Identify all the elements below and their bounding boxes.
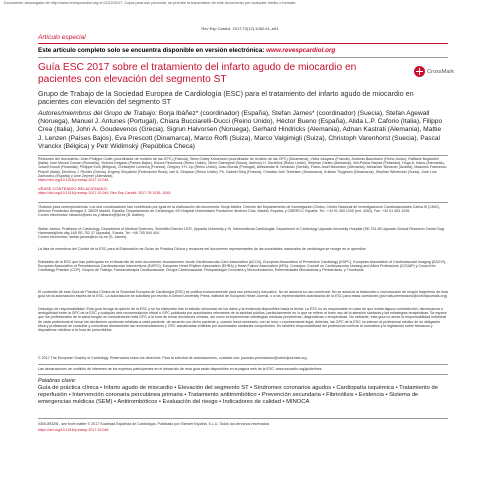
usage-rights-paragraph: El contenido de esta Guía de Práctica Clínica de la Sociedad Europea de Cardiología (ESC) se publica exclusivamente para uso personal y educativo. No se autoriza su uso comercial. No se autoriza la traducción o reproducción de ningún fragmento de esta guía sin la autorización escrita de la ESC. La autorización se solicitará por escrito a Oxford University Press, editorial de European Heart Journal, o a los representantes autorizados de la ESC para estas cuestiones (journals.permissions@oxfordjournals.org). bbox=[38, 290, 448, 299]
authors-block bbox=[38, 110, 448, 151]
section-tag: Artículo especial bbox=[38, 34, 86, 41]
article-subtitle: Grupo de Trabajo de la Sociedad Europea de Cardiología (ESC) para el tratamiento del infarto agudo de miocardio en pacientes con elevación del segmento ST bbox=[38, 89, 414, 107]
crossmark-icon bbox=[414, 66, 425, 77]
committee-note: La lista de miembros del Comité de la ESC para la Elaboración de Guías de Práctica Clínica y revisores del documento representantes de las sociedades nacionales de cardiología se recoge en el apéndice. bbox=[38, 247, 367, 251]
correspondence-address-2 bbox=[38, 227, 448, 240]
electronic-version-banner bbox=[38, 47, 335, 54]
correspondence-email-2: Correo electrónico: stefan.james@ucr.uu.se (S. James). bbox=[38, 235, 128, 240]
download-note: Documento descargado de http://www.revespcardiol.org el 02/12/2017. Copia para uso personal, se prohíbe la transmisión de este documento por cualquier medio o formato. bbox=[4, 1, 297, 5]
keywords-rule bbox=[38, 374, 448, 375]
see-related-label: VÉASE CONTENIDO RELACIONADO: bbox=[38, 186, 108, 191]
correspondence-email-1: Correo electrónico: bibanez@cnic.es y bibanez@fjd.es (B. Ibáñez). bbox=[38, 213, 145, 218]
correspondence-paragraph bbox=[38, 205, 448, 218]
correspondence-text: *Autores para correspondencia. Los dos coordinadores han contribuido por igual en la elaboración del documento: Borja Ibáñez, Director del Departamento de Investigación Clínica, Centro Nacional de Investigaciones Cardiovasculares Carlos III (CNIC), Melchor Fernández Almagro 3, 28029 Madrid, España; Departamento de Cardiología, IIS-Hospital Universitario Fundación Jiménez Díaz, Madrid, España, y CIBERCV, España. Tel.: +34 91 453 1200 (ext. 4302), Fax: +34 91 453 1245. bbox=[38, 205, 441, 214]
footer-issn: 0300-8932/$ - see front matter © 2017 Sociedad Española de Cardiología. Publicado por Elsevier España, S.L.U. Todos los derechos reservados bbox=[38, 422, 270, 426]
keywords-heading: Palabras clave: bbox=[38, 378, 77, 384]
keywords-list: Guía de práctica clínica • Infarto agudo de miocardio • Elevación del segmento ST • Síndromes coronarios agudos • Cardiopatía isquémica • Tratamiento de reperfusión • Intervención coronaria percutánea primaria • Tratamiento antitrombótico • Prevención secundaria • Fibrinólisis • Evidencia • Sistema de emergencias médicas (SEM) • Antitrombóticos • Evaluación del riesgo • Indicadores de calidad • MINOCA bbox=[38, 385, 438, 405]
article-title: Guía ESC 2017 sobre el tratamiento del infarto agudo de miocardio en pacientes con elevación del segmento ST bbox=[38, 62, 357, 85]
copyright-rule bbox=[38, 364, 448, 365]
section-rule bbox=[38, 43, 448, 44]
footer-doi-link[interactable]: https://doi.org/10.1016/j.recesp.2017.10.048 bbox=[38, 428, 109, 432]
declarations-line: Las declaraciones de conflicto de intereses de los expertos participantes en el desarrollo de esta guía están disponibles en la página web de la ESC: www.escardio.org/guidelines. bbox=[38, 367, 323, 371]
correspondence-rule bbox=[38, 202, 448, 203]
crossmark-badge[interactable] bbox=[414, 66, 454, 77]
footer-rule bbox=[38, 418, 448, 419]
esc-entities-paragraph: Entidades de la ESC que han participado en el desarrollo de este documento: Asociaciones: Acute Cardiovascular Care Association (ACCA), European Association of Preventive Cardiology (EAPC), European Association of Cardiovascular Imaging (EACVI), European Association of Percutaneous Cardiovascular Interventions (EAPCI), European Heart Rhythm Association (EHRA) y Heart Failure Association (HFA). Consejos: Council on Cardiovascular Nursing and Allied Professions (CCNAP) y Council for Cardiology Practice (CCP). Grupos de Trabajo: Farmacoterapia Cardiovascular, Cirugía Cardiovascular, Fisiopatología Coronaria y Microcirculación, Enfermedades Miocárdicas y Pericárdicas, y Trombosis. bbox=[38, 260, 446, 273]
authors-list: Borja Ibáñez* (coordinador) (España), Stefan James* (coordinador) (Suecia), Stefan Agewall (Noruega), Manuel J. Antunes (Portugal), Chiara Bucciarelli-Ducci (Reino Unido), Héctor Bueno (España), Alida L.P. Caforio (Italia), Filippo Crea (Italia), John A. Goudevenos (Grecia), Sigrun Halvorsen (Noruega), Gerhard Hindricks (Alemania), Adnan Kastrati (Alemania), Mattie J. Lenzen (Países Bajos), Eva Prescott (Dinamarca), Marco Roffi (Suiza), Marco Valgimigli (Suiza), Christoph Varenhorst (Suecia), Pascal Vranckx (Bélgica) y Petr Widimský (República Checa) bbox=[38, 110, 443, 150]
reviewers-rule bbox=[38, 155, 448, 156]
banner-link[interactable]: www.revespcardiol.org bbox=[266, 47, 336, 54]
authors-lead: Autores/miembros del Grupo de Trabajo: bbox=[38, 110, 157, 117]
crossmark-label: CrossMark bbox=[427, 68, 455, 75]
banner-rule bbox=[38, 57, 448, 58]
article-doi-link[interactable]: https://doi.org/10.1016/j.recesp.2017.10.048 bbox=[38, 178, 109, 182]
correspondence-address-2-text: Stefan James, Professor of Cardiology, Department of Medical Sciences, Scientific Director UCR, Uppsala University y Sr. Interventional Cardiologist, Department of Cardiology Uppsala University Hospital (SE-751 85 Uppsala Clinical Research Center Dag Hammarskjölds väg 14B SE-752 37 Uppsala), Suecia. Tel: +46 705 944 404. bbox=[38, 227, 445, 236]
disclaimer-paragraph: Descargo de responsabilidad. Esta guía recoge la opinión de la ESC y se ha elaborado tras el estudio minucioso de los datos y la evidencia disponibles hasta la fecha. La ESC no es responsable en caso de que exista alguna contradicción, discrepancia o ambigüedad entre la GPC de la ESC y cualquier otra recomendación oficial o GPC publicada por autoridades relevantes de la sanidad pública, particularmente en lo que se refiere al buen uso de la atención sanitaria y las estrategias terapéuticas. Se espera que los profesionales de la salud tengan en consideración esta GPC a la hora de tomar decisiones clínicas, así como al implementar estrategias médicas preventivas, diagnósticas o terapéuticas. No obstante, esta guía no anula la responsabilidad individual de cada profesional al tomar las decisiones oportunas relativas a cada paciente, de acuerdo con dicho paciente y, cuando fuera necesario, con su tutor o representante legal. Además, las GPC de la ESC no eximen al profesional médico de su obligación ética y profesional de consultar y considerar atentamente las recomendaciones y GPC actualizadas emitidas por autoridades sanitarias competentes. Es también responsabilidad del profesional verificar la normativa y la legislación sobre fármacos y dispositivos médicos a la hora de prescribirlos. bbox=[38, 307, 447, 333]
related-content-link[interactable]: https://doi.org/10.1016/j.recesp.2017.10.049, Rev Esp Cardiol. 2017;70:1039–1045. bbox=[38, 191, 172, 195]
banner-text: Este artículo completo solo se encuentra disponible en versión electrónica: bbox=[38, 47, 267, 54]
copyright-line: © 2017 The European Society of Cardiology. Reservados todos los derechos. Para la solicitud de autorizaciones, contacte con: journals.permissions@oxfordjournals.org. bbox=[38, 356, 308, 360]
journal-reference: Rev Esp Cardiol. 2017;70(12):1082.e1–e61 bbox=[201, 26, 279, 31]
reviewers-paragraph: Revisores del documento: Jean-Philippe Collet (coordinador de revisión de las GPC) (Francia), Steen Dalby Kristensen (coordinador de revisión de las GPC) (Dinamarca), Victor Aboyans (Francia), Andreas Baumbach (Reino Unido), Raffaele Bugiardini (Italia), Ioan Mircea Coman (Rumania), Victoria Delgado (Países Bajos), Donna Fitzsimons (Reino Unido), Oliver Gaemperli (Suiza), Anthony H. Gershlick (Reino Unido), Stephan Gielen (Alemania), Veli-Pekka Harjola (Finlandia), Hugo A. Katus (Alemania), Juhani Knuuti (Finlandia), Philippe Kolh (Bélgica), Christophe Leclercq (Francia), Gregory Y.H. Lip (Reino Unido), Joao Morais (Portugal), Aleksandar N. Neskovic (Serbia), Franz-Josef Neumann (Alemania), Alexander Niessner (Austria), Massimo Francesco Piepoli (Italia), Dimitrios J. Richter (Grecia), Evgeny Shlyakhto (Federación Rusa), Iain A. Simpson (Reino Unido), Ph. Gabriel Steg (Francia), Christian Juhl Terkelsen (Dinamarca), Kristian Thygesen (Dinamarca), Stephan Windecker (Suiza), José Luis Zamorano (España) y Uwe Zeymer (Alemania) bbox=[38, 157, 447, 178]
